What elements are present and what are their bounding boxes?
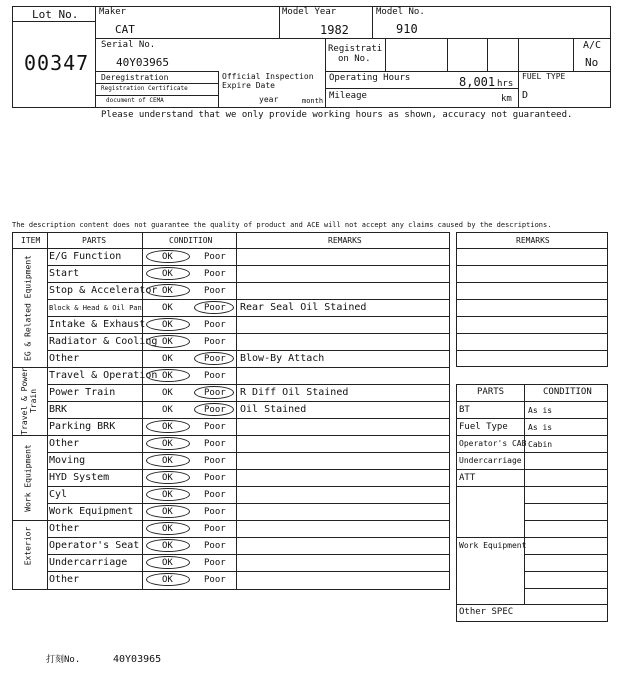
right-parts-header: PARTS xyxy=(477,387,505,397)
part-label: Other xyxy=(49,523,80,534)
selected-condition-circle xyxy=(146,250,190,263)
poor-option: Poor xyxy=(204,388,226,398)
row-divider xyxy=(524,554,608,555)
model-no-value: 910 xyxy=(396,22,418,36)
divider xyxy=(95,95,218,96)
poor-option: Poor xyxy=(204,490,226,500)
part-label: Operator's Seat xyxy=(49,540,140,551)
ok-option: OK xyxy=(162,371,173,381)
divider xyxy=(518,38,519,108)
other-spec-label: Other SPEC xyxy=(459,607,514,617)
remark-text: R Diff Oil Stained xyxy=(240,387,349,398)
stamp-value: 40Y03965 xyxy=(113,654,162,665)
ok-option: OK xyxy=(162,541,173,551)
row-divider xyxy=(524,503,608,504)
inspection-label-1: Official Inspection xyxy=(222,72,314,81)
ok-option: OK xyxy=(162,354,173,364)
maker-value: CAT xyxy=(115,23,135,36)
operating-hours-value: 8,001 xyxy=(459,75,496,89)
group-label: Work Equipment xyxy=(23,443,32,512)
poor-option: Poor xyxy=(204,354,226,364)
part-label: Cyl xyxy=(49,489,68,500)
row-divider xyxy=(524,520,608,521)
divider xyxy=(95,6,96,108)
selected-condition-circle xyxy=(146,318,190,331)
ok-option: OK xyxy=(162,558,173,568)
divider xyxy=(218,71,219,108)
selected-condition-circle xyxy=(146,335,190,348)
part-label: E/G Function xyxy=(49,251,122,262)
group-label: Exterior xyxy=(23,526,32,565)
part-label: Other xyxy=(49,353,80,364)
remarks-line xyxy=(456,316,608,317)
right-remarks-header: REMARKS xyxy=(516,236,550,245)
selected-condition-circle xyxy=(146,454,190,467)
condition-header: CONDITION xyxy=(169,236,213,245)
work-equipment-label: Work Equipment xyxy=(459,541,527,550)
row-divider xyxy=(47,367,450,368)
ok-option: OK xyxy=(162,439,173,449)
poor-option: Poor xyxy=(204,286,226,296)
row-divider xyxy=(47,333,450,334)
divider xyxy=(487,38,488,71)
row-divider xyxy=(47,384,450,385)
inspection-label-2: Expire Date xyxy=(222,81,275,90)
parts-header: PARTS xyxy=(82,236,107,245)
selected-condition-circle xyxy=(146,522,190,535)
row-divider xyxy=(456,452,608,453)
stamp-label: 打刻No. xyxy=(46,655,81,665)
ok-option: OK xyxy=(162,524,173,534)
poor-option: Poor xyxy=(204,439,226,449)
row-divider xyxy=(47,571,450,572)
deregistration-label: Deregistration xyxy=(101,73,169,82)
selected-condition-circle xyxy=(194,403,234,416)
part-label: Power Train xyxy=(49,387,116,398)
poor-option: Poor xyxy=(204,524,226,534)
part-label: HYD System xyxy=(49,472,110,483)
row-divider xyxy=(47,299,450,300)
poor-option: Poor xyxy=(204,422,226,432)
row-divider xyxy=(47,537,450,538)
row-divider xyxy=(456,418,608,419)
selected-condition-circle xyxy=(146,505,190,518)
right-part-label: BT xyxy=(459,405,470,415)
cema-label: document of CEMA xyxy=(106,97,164,104)
row-divider xyxy=(47,469,450,470)
row-divider xyxy=(47,316,450,317)
month-label: month xyxy=(302,97,324,105)
right-condition-value: As is xyxy=(528,406,553,415)
row-divider xyxy=(524,537,608,538)
poor-option: Poor xyxy=(204,405,226,415)
row-divider xyxy=(456,469,608,470)
ok-option: OK xyxy=(162,575,173,585)
poor-option: Poor xyxy=(204,456,226,466)
description-notice: The description content does not guarantee the quality of product and ACE will not accept any claims caused by the descriptions. xyxy=(12,221,552,229)
ok-option: OK xyxy=(162,269,173,279)
row-divider xyxy=(47,418,450,419)
divider xyxy=(447,38,448,71)
row-divider xyxy=(47,452,450,453)
part-label: Radiator & Cooling xyxy=(49,336,158,347)
part-label: Work Equipment xyxy=(49,506,134,517)
model-year-label: Model Year xyxy=(282,7,337,17)
ok-option: OK xyxy=(162,507,173,517)
registration-label-2: on No. xyxy=(338,54,371,64)
operating-hours-label: Operating Hours xyxy=(329,73,411,83)
registration-certificate-label: Registration Certificate xyxy=(101,85,188,92)
poor-option: Poor xyxy=(204,269,226,279)
part-label: Other xyxy=(49,438,80,449)
row-divider xyxy=(47,401,450,402)
fuel-type-label: FUEL TYPE xyxy=(522,72,566,81)
divider xyxy=(325,38,326,108)
row-divider xyxy=(456,537,524,538)
part-label: BRK xyxy=(49,404,68,415)
selected-condition-circle xyxy=(146,573,190,586)
row-divider xyxy=(47,282,450,283)
divider xyxy=(385,38,386,71)
remarks-line xyxy=(456,350,608,351)
divider xyxy=(372,6,373,38)
row-divider xyxy=(47,554,450,555)
row-divider xyxy=(47,265,450,266)
row-divider xyxy=(456,486,608,487)
hrs-unit: hrs xyxy=(497,79,514,89)
right-part-label: Undercarriage xyxy=(459,456,522,465)
selected-condition-circle xyxy=(146,437,190,450)
ok-option: OK xyxy=(162,405,173,415)
row-divider xyxy=(524,588,608,589)
ac-value: No xyxy=(585,56,599,69)
ok-option: OK xyxy=(162,303,173,313)
registration-label-1: Registrati xyxy=(328,44,383,54)
ok-option: OK xyxy=(162,490,173,500)
maker-label: Maker xyxy=(99,7,127,17)
divider xyxy=(456,604,608,605)
lot-number: 00347 xyxy=(24,51,90,75)
ok-option: OK xyxy=(162,456,173,466)
remark-text: Rear Seal Oil Stained xyxy=(240,302,367,313)
right-part-label: Operator's CAB xyxy=(459,439,527,448)
remarks-line xyxy=(456,265,608,266)
mileage-label: Mileage xyxy=(329,91,367,101)
selected-condition-circle xyxy=(146,556,190,569)
ok-option: OK xyxy=(162,422,173,432)
part-label: Start xyxy=(49,268,80,279)
part-label: Intake & Exhaust xyxy=(49,319,146,330)
part-label: Travel & Operation xyxy=(49,370,158,381)
part-label: Parking BRK xyxy=(49,421,116,432)
selected-condition-circle xyxy=(146,539,190,552)
right-condition-value: As is xyxy=(528,423,553,432)
poor-option: Poor xyxy=(204,252,226,262)
right-condition-value: Cabin xyxy=(528,440,553,449)
fuel-type-value: D xyxy=(522,90,529,101)
divider xyxy=(279,6,280,38)
remarks-header: REMARKS xyxy=(328,236,362,245)
model-year-value: 1982 xyxy=(320,23,349,37)
selected-condition-circle xyxy=(146,488,190,501)
part-label: Moving xyxy=(49,455,86,466)
selected-condition-circle xyxy=(146,420,190,433)
group-label: EG & Related Equipment xyxy=(23,254,32,361)
divider xyxy=(12,248,450,249)
selected-condition-circle xyxy=(194,386,234,399)
remark-text: Blow-By Attach xyxy=(240,353,325,364)
ok-option: OK xyxy=(162,337,173,347)
part-label: Undercarriage xyxy=(49,557,128,568)
year-label: year xyxy=(259,95,279,104)
ok-option: OK xyxy=(162,286,173,296)
divider xyxy=(95,71,218,72)
remarks-line xyxy=(456,299,608,300)
poor-option: Poor xyxy=(204,575,226,585)
selected-condition-circle xyxy=(146,369,190,382)
right-part-label: ATT xyxy=(459,473,476,483)
poor-option: Poor xyxy=(204,303,226,313)
divider xyxy=(456,401,608,402)
right-part-label: Fuel Type xyxy=(459,422,508,432)
group-label: Travel & Power Train xyxy=(20,367,38,435)
part-label: Other xyxy=(49,574,80,585)
model-no-label: Model No. xyxy=(376,7,425,17)
divider xyxy=(573,38,574,71)
ok-option: OK xyxy=(162,473,173,483)
ok-option: OK xyxy=(162,388,173,398)
serial-value: 40Y03965 xyxy=(116,56,169,69)
selected-condition-circle xyxy=(194,301,234,314)
km-unit: km xyxy=(501,94,512,104)
row-divider xyxy=(524,571,608,572)
poor-option: Poor xyxy=(204,473,226,483)
item-header: ITEM xyxy=(21,236,41,245)
right-condition-header: CONDITION xyxy=(543,387,592,397)
poor-option: Poor xyxy=(204,558,226,568)
row-divider xyxy=(47,520,450,521)
serial-label: Serial No. xyxy=(101,40,156,50)
ok-option: OK xyxy=(162,252,173,262)
hours-notice: Please understand that we only provide working hours as shown, accuracy not guaranteed. xyxy=(101,110,573,120)
row-divider xyxy=(47,435,450,436)
selected-condition-circle xyxy=(146,284,190,297)
row-divider xyxy=(47,503,450,504)
divider xyxy=(95,83,218,84)
poor-option: Poor xyxy=(204,371,226,381)
selected-condition-circle xyxy=(146,471,190,484)
divider xyxy=(95,38,611,39)
divider xyxy=(325,71,518,72)
ac-label: A/C xyxy=(583,40,602,51)
poor-option: Poor xyxy=(204,507,226,517)
remark-text: Oil Stained xyxy=(240,404,307,415)
ok-option: OK xyxy=(162,320,173,330)
part-label: Block & Head & Oil Pan xyxy=(49,304,142,312)
selected-condition-circle xyxy=(194,352,234,365)
row-divider xyxy=(47,350,450,351)
row-divider xyxy=(47,486,450,487)
divider xyxy=(456,248,608,249)
divider xyxy=(12,21,95,22)
lot-label: Lot No. xyxy=(32,8,79,21)
row-divider xyxy=(456,435,608,436)
remarks-line xyxy=(456,333,608,334)
poor-option: Poor xyxy=(204,320,226,330)
poor-option: Poor xyxy=(204,541,226,551)
remarks-line xyxy=(456,282,608,283)
selected-condition-circle xyxy=(146,267,190,280)
poor-option: Poor xyxy=(204,337,226,347)
part-label: Stop & Accelerator xyxy=(49,285,158,296)
